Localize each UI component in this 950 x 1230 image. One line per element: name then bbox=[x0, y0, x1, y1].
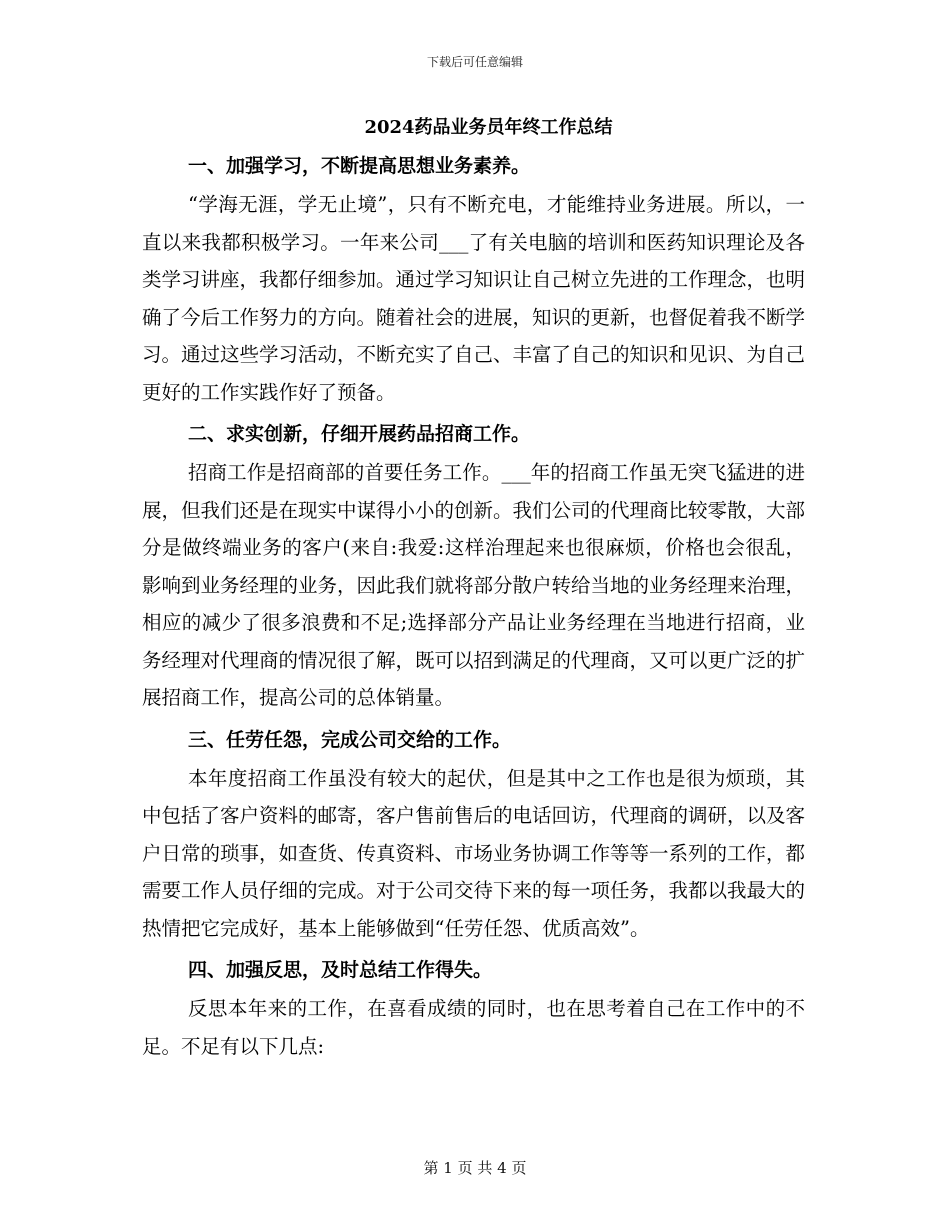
paragraph: 本年度招商工作虽没有较大的起伏，但是其中之工作也是很为烦琐，其中包括了客户资料的邮寄，客户售前售后的电话回访，代理商的调研，以及客户日常的琐事，如查货、传真资料、市场业务协调工作等等一系列的工作，都需要工作人员仔细的完成。对于公司交待下来的每一项任务，我都以我最大的热情把它完成好，基本上能够做到“任劳任怨、优质高效”。 bbox=[142, 766, 806, 940]
paragraph: 招商工作是招商部的首要任务工作。___年的招商工作虽无突飞猛进的进展，但我们还是在现实中谋得小小的创新。我们公司的代理商比较零散，大部分是做终端业务的客户(来自:我爱:这样治理起来也很麻烦，价格也会很乱，影响到业务经理的业务，因此我们就将部分散户转给当地的业务经理来治理，相应的减少了很多浪费和不足;选择部分产品让业务经理在当地进行招商，业务经理对代理商的情况很了解，既可以招到满足的代理商，又可以更广泛的扩展招商工作，提高公司的总体销量。 bbox=[142, 461, 806, 709]
section-2 bbox=[142, 414, 805, 717]
section-heading: 三、任劳任怨，完成公司交给的工作。 bbox=[188, 728, 512, 751]
paragraph: “学海无涯，学无止境”，只有不断充电，才能维持业务进展。所以，一直以来我都积极学习。一年来公司___了有关电脑的培训和医药知识理论及各类学习讲座，我都仔细参加。通过学习知识让自己树立先进的工作理念，也明确了今后工作努力的方向。随着社会的进展，知识的更新，也督促着我不断学习。通过这些学习活动，不断充实了自己、丰富了自己的知识和见识、为自己更好的工作实践作好了预备。 bbox=[142, 193, 806, 404]
section-heading: 二、求实创新，仔细开展药品招商工作。 bbox=[188, 423, 531, 445]
section-4 bbox=[142, 950, 805, 1065]
document-body bbox=[142, 110, 805, 1068]
section-heading: 四、加强反思，及时总结工作得失。 bbox=[188, 959, 493, 981]
section-1 bbox=[142, 146, 805, 411]
header-note: 下载后可任意编辑 bbox=[426, 55, 523, 69]
page-number: 第 1 页 共 4 页 bbox=[423, 1159, 527, 1177]
document-title: 2024药品业务员年终工作总结 bbox=[364, 117, 613, 138]
paragraph: 反思本年来的工作，在喜看成绩的同时，也在思考着自己在工作中的不足。不足有以下几点: bbox=[142, 997, 805, 1058]
section-3 bbox=[142, 720, 805, 948]
section-heading: 一、加强学习，不断提高思想业务素养。 bbox=[188, 155, 531, 177]
